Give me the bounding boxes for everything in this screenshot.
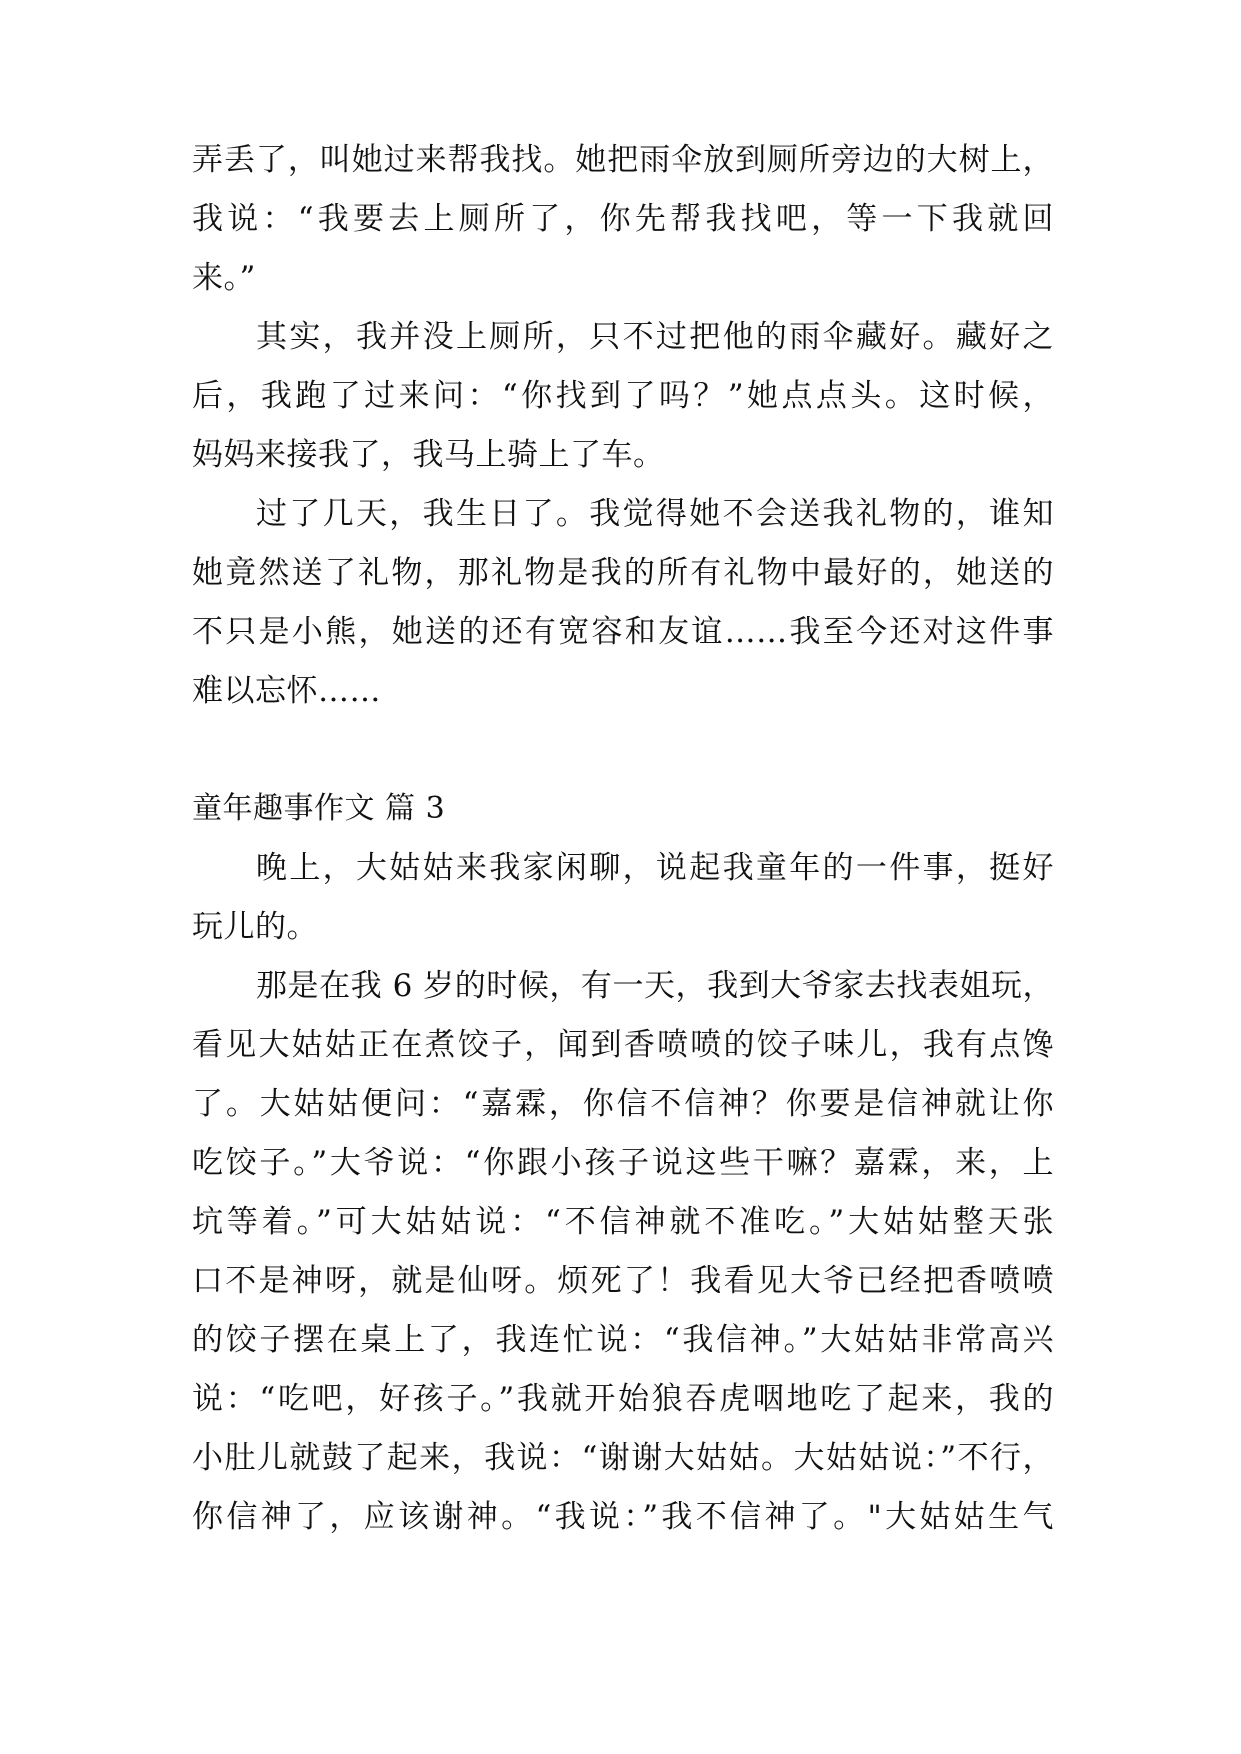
section-heading: 童年趣事作文 篇 3: [192, 791, 446, 826]
document-page: [192, 140, 1054, 1556]
text-line: 后，我跑了过来问：“你找到了吗？”她点点头。这时候，: [192, 378, 1054, 414]
text-line: 不只是小熊，她送的还有宽容和友谊……我至今还对这件事: [192, 614, 1054, 650]
text-line: 说：“吃吧，好孩子。”我就开始狼吞虎咽地吃了起来，我的: [192, 1381, 1054, 1417]
text-line: 其实，我并没上厕所，只不过把他的雨伞藏好。藏好之: [256, 319, 1054, 355]
text-line: 吃饺子。”大爷说：“你跟小孩子说这些干嘛？嘉霖，来，上: [192, 1145, 1054, 1181]
text-line: 你信神了，应该谢神。“我说：”我不信神了。"大姑姑生气: [192, 1499, 1054, 1535]
text-line: 她竟然送了礼物，那礼物是我的所有礼物中最好的，她送的: [192, 555, 1054, 591]
text-line: 口不是神呀，就是仙呀。烦死了！我看见大爷已经把香喷喷: [192, 1263, 1054, 1299]
text-line: 坑等着。”可大姑姑说：“不信神就不准吃。”大姑姑整天张: [192, 1204, 1054, 1240]
text-line: 来。”: [192, 260, 256, 296]
text-line: 小肚儿就鼓了起来，我说：“谢谢大姑姑。大姑姑说：”不行，: [192, 1440, 1054, 1476]
text-line: 那是在我 6 岁的时候，有一天，我到大爷家去找表姐玩，: [256, 968, 1054, 1004]
text-line: 弄丢了，叫她过来帮我找。她把雨伞放到厕所旁边的大树上，: [192, 142, 1054, 178]
text-line: 难以忘怀……: [192, 673, 381, 709]
text-line: 玩儿的。: [192, 909, 318, 945]
text-line: 妈妈来接我了，我马上骑上了车。: [192, 437, 665, 473]
text-line: 的饺子摆在桌上了，我连忙说：“我信神。”大姑姑非常高兴: [192, 1322, 1054, 1358]
text-line: 我说：“我要去上厕所了，你先帮我找吧，等一下我就回: [192, 201, 1054, 237]
text-line: 过了几天，我生日了。我觉得她不会送我礼物的，谁知: [256, 496, 1054, 532]
text-line: 晚上，大姑姑来我家闲聊，说起我童年的一件事，挺好: [256, 850, 1054, 886]
text-line: 了。大姑姑便问：“嘉霖，你信不信神？你要是信神就让你: [192, 1086, 1054, 1122]
text-line: 看见大姑姑正在煮饺子，闻到香喷喷的饺子味儿，我有点馋: [192, 1027, 1054, 1063]
